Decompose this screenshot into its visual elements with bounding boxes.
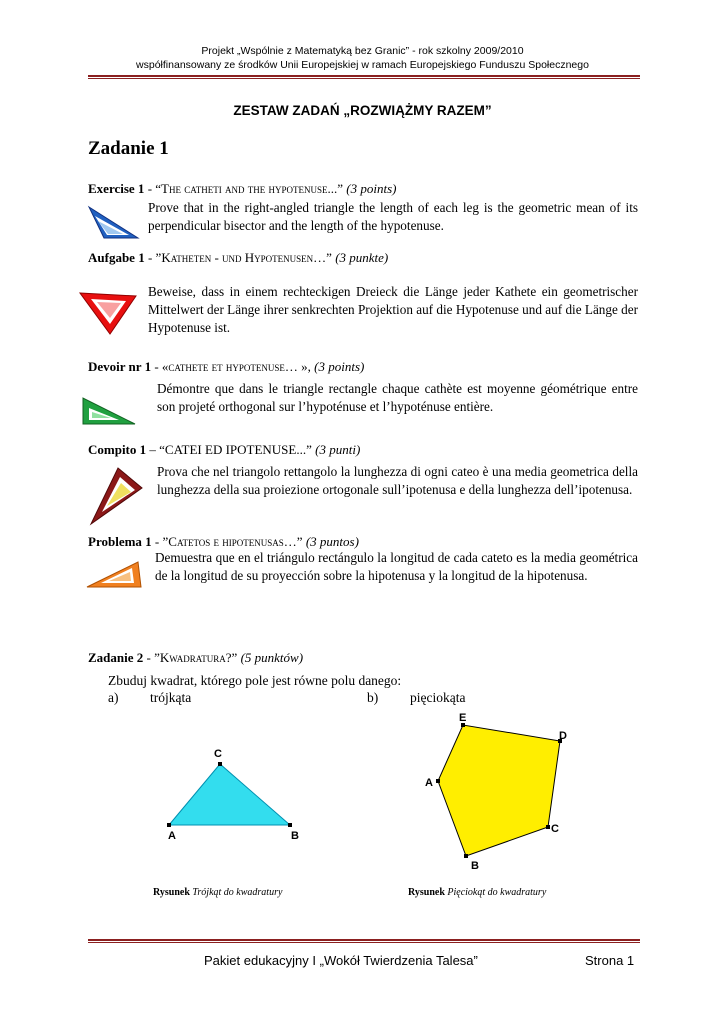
header-line-2: współfinansowany ze środków Unii Europejskiej w ramach Europejskiego Funduszu Społecznego	[136, 59, 589, 71]
triangle-figure	[150, 735, 320, 845]
pentagon-label-c: C	[551, 823, 559, 835]
task2-points: (5 punktów)	[240, 650, 304, 665]
task2-name: Kwadratura?	[159, 650, 232, 665]
sep: ”	[326, 250, 332, 265]
document-title: ZESTAW ZADAŃ „ROZWIĄŻMY RAZEM”	[233, 103, 492, 118]
exercise-fr-label: Devoir nr 1	[88, 359, 152, 374]
exercise-es-label: Problema 1	[88, 534, 152, 549]
maroon-triangle-icon	[88, 466, 144, 528]
exercise-es-text: Demuestra que en el triángulo rectángulo la longitud de cada cateto es la media geométrica de la longitud de su proyección sobre la hipotenusa y la longitud de la hipotenusa.	[155, 550, 638, 583]
footer-rule-thin	[88, 942, 640, 943]
caption-label: Rysunek	[408, 887, 445, 898]
exercise-fr-name: cathete et hypotenuse… »	[168, 359, 308, 374]
task2-label: Zadanie 2	[88, 650, 144, 665]
sep: - ”	[143, 650, 160, 665]
vertex-c-dot	[218, 762, 222, 766]
footer-rule	[88, 939, 640, 941]
sep: - ”	[151, 534, 169, 549]
exercise-de-name: Katheten - und Hypotenusen…	[161, 250, 327, 265]
task2-item-b-letter: b)	[367, 690, 379, 705]
task2-item-a-letter: a)	[108, 690, 119, 705]
pentagon-label-e: E	[459, 712, 467, 724]
sep: ,	[307, 359, 315, 374]
green-triangle-icon	[80, 395, 138, 427]
sep: ”	[306, 442, 316, 457]
pentagon-label-d: D	[559, 730, 567, 742]
sep: – “	[146, 442, 165, 457]
caption-label: Rysunek	[153, 887, 190, 898]
red-triangle-icon	[78, 290, 138, 336]
header-rule-thin	[88, 78, 640, 79]
exercise-en-points: (3 points)	[346, 181, 397, 196]
sep: - «	[151, 359, 169, 374]
header-rule	[88, 75, 640, 77]
exercise-it-text: Prova che nel triangolo rettangolo la lunghezza di ogni cateo è una media geometrica della lunghezza della sua proiezione ortogonale sull’ipotenusa e della lunghezza dell’ipotenusa.	[157, 464, 638, 497]
exercise-de-label: Aufgabe 1	[88, 250, 145, 265]
exercise-de-points: (3 punkte)	[335, 250, 389, 265]
exercise-fr-points: (3 points)	[314, 359, 365, 374]
vertex-a-dot	[167, 823, 171, 827]
exercise-en-heading	[88, 181, 396, 197]
sep: ”	[231, 650, 241, 665]
triangle-label-a: A	[168, 830, 176, 842]
exercise-de-text: Beweise, dass in einem rechteckigen Dreieck die Länge jeder Kathete ein geometrischer Mittelwert der Länge ihrer senkrechten Projektion auf die Hypotenuse und auf die Länge der Hypotenuse ist.	[148, 284, 638, 335]
exercise-fr-text: Démontre que dans le triangle rectangle chaque cathète est moyenne géométrique entre son projeté orthogonal sur l’hypoténuse et l’hypoténuse entière.	[157, 381, 638, 414]
caption-triangle	[153, 887, 282, 898]
exercise-es-points: (3 puntos)	[305, 534, 359, 549]
vertex-b-dot	[464, 854, 468, 858]
orange-triangle-icon	[84, 559, 144, 589]
blue-triangle-icon	[86, 204, 142, 240]
task2-heading	[88, 650, 303, 666]
exercise-en-label: Exercise 1	[88, 181, 145, 196]
exercise-en-name: The catheti and the hypotenuse...	[161, 181, 338, 196]
pentagon-figure	[420, 708, 580, 873]
exercise-fr-heading	[88, 359, 364, 375]
sep: ”	[296, 534, 306, 549]
pentagon-label-a: A	[425, 777, 433, 789]
task2-item-a: trójkąta	[150, 690, 192, 705]
sep: - “	[144, 181, 162, 196]
exercise-it-label: Compito 1	[88, 442, 147, 457]
caption-text: Trójkąt do kwadratury	[192, 887, 283, 898]
sep: ”	[337, 181, 344, 196]
exercise-de-heading	[88, 250, 388, 266]
vertex-b-dot	[288, 823, 292, 827]
exercise-it-name: CATEI ED IPOTENUSE...	[164, 442, 307, 457]
caption-text: Pięciokąt do kwadratury	[447, 887, 547, 898]
exercise-en-text: Prove that in the right-angled triangle the length of each leg is the geometric mean of its perpendicular bisector and the length of the hypotenuse.	[148, 200, 638, 233]
triangle-label-c: C	[214, 748, 222, 760]
task2-intro: Zbuduj kwadrat, którego pole jest równe polu danego:	[108, 673, 402, 688]
vertex-c-dot	[546, 825, 550, 829]
task2-item-b: pięciokąta	[410, 690, 466, 705]
sep: - ”	[144, 250, 162, 265]
pentagon-label-b: B	[471, 860, 479, 872]
caption-pentagon	[408, 887, 546, 898]
exercise-it-heading	[88, 442, 360, 458]
exercise-es-name: Catetos e hipotenusas…	[168, 534, 297, 549]
exercise-es-heading	[88, 534, 359, 550]
triangle-label-b: B	[291, 830, 299, 842]
footer-page-number: Strona 1	[585, 953, 635, 968]
exercise-it-points: (3 punti)	[315, 442, 361, 457]
vertex-a-dot	[436, 779, 440, 783]
task1-title: Zadanie 1	[88, 138, 169, 159]
header-line-1: Projekt „Wspólnie z Matematyką bez Granic” - rok szkolny 2009/2010	[201, 45, 524, 57]
footer-title: Pakiet edukacyjny I „Wokół Twierdzenia Talesa”	[204, 953, 478, 968]
